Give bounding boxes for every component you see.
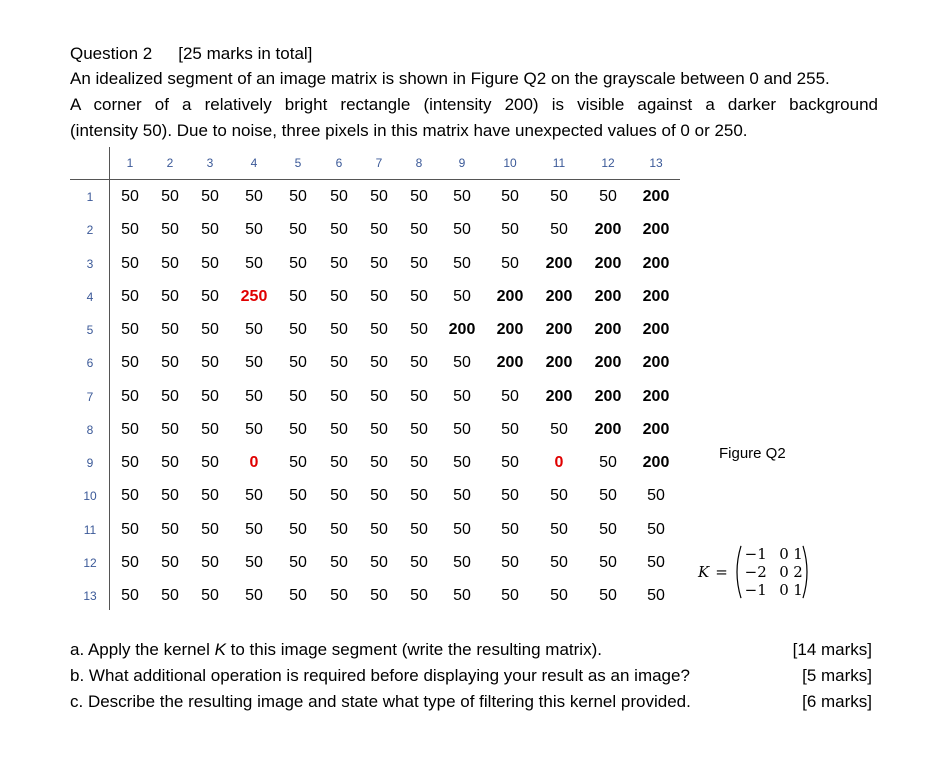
matrix-cell: 200 [496,321,524,338]
matrix-cell: 50 [289,354,307,372]
matrix-row-divider [109,147,110,610]
matrix-cell: 50 [599,553,617,571]
matrix-cell: 50 [410,254,428,272]
kernel-equals: = [715,563,728,581]
matrix-cell: 50 [289,520,307,538]
matrix-cell: 50 [161,587,179,604]
matrix-cell: 50 [550,520,568,538]
matrix-cell: 50 [330,420,348,438]
matrix-cell: 50 [245,553,263,571]
matrix-cell: 50 [330,354,348,372]
matrix-cell: 50 [370,487,388,505]
matrix-cell: 50 [289,587,307,604]
matrix-cell: 50 [330,553,348,571]
matrix-cell: 50 [599,587,617,604]
matrix-cell: 50 [453,587,471,604]
sub-question-a-text [70,640,602,660]
row-header: 10 [83,489,97,504]
row-header: 4 [86,289,94,304]
matrix-cell: 50 [245,254,263,272]
matrix-cell: 50 [121,553,139,571]
matrix-cell: 50 [410,354,428,372]
matrix-cell: 50 [289,321,307,338]
matrix-cell: 50 [330,587,348,604]
matrix-cell: 50 [370,420,388,438]
matrix-cell: 50 [245,354,263,372]
matrix-cell: 50 [370,520,388,538]
matrix-cell: 50 [121,387,139,405]
matrix-cell: 50 [289,454,307,471]
col-header: 8 [415,156,423,170]
kernel-name: K [698,563,710,581]
matrix-cell: 50 [161,420,179,438]
matrix-cell: 50 [201,587,219,604]
matrix-cell: 50 [245,487,263,505]
matrix-cell: 50 [330,254,348,272]
matrix-cell: 50 [330,454,348,471]
matrix-cell: 200 [594,321,622,338]
matrix-cell: 50 [370,221,388,239]
matrix-cell: 200 [642,321,670,338]
matrix-cell: 50 [453,254,471,272]
row-header: 8 [86,422,94,437]
matrix-cell: 50 [330,387,348,405]
matrix-cell: 50 [647,487,665,505]
matrix-cell: 50 [289,420,307,438]
matrix-cell: 50 [121,221,139,239]
matrix-cell: 200 [545,354,573,372]
matrix-cell: 50 [161,221,179,239]
matrix-cell: 200 [594,254,622,272]
matrix-cell: 50 [201,287,219,305]
kernel-value: −1 [744,545,767,563]
matrix-cell: 50 [121,420,139,438]
matrix-cell: 50 [501,454,519,471]
matrix-cell: 50 [201,354,219,372]
matrix-cell: 50 [330,520,348,538]
matrix-cell: 0 [249,454,259,471]
kernel-value: 0 [779,563,789,581]
matrix-cell: 50 [289,387,307,405]
matrix-cell: 50 [201,420,219,438]
matrix-cell: 50 [453,287,471,305]
matrix-cell: 50 [550,487,568,505]
matrix-cell: 200 [496,287,524,305]
matrix-cell: 50 [599,487,617,505]
matrix-cell: 50 [201,520,219,538]
col-header: 5 [294,156,302,170]
kernel-value: 2 [793,563,803,581]
matrix-cell: 50 [410,454,428,471]
col-header: 2 [166,156,174,170]
matrix-cell: 50 [501,587,519,604]
matrix-cell: 50 [121,487,139,505]
matrix-cell: 50 [121,188,139,205]
matrix-cell: 50 [453,188,471,205]
matrix-cell: 50 [245,420,263,438]
col-header: 7 [375,156,383,170]
matrix-cell: 50 [201,454,219,471]
kernel-values [741,545,803,599]
matrix-cell: 50 [501,221,519,239]
matrix-cell: 50 [161,287,179,305]
matrix-cell: 200 [496,354,524,372]
kernel-definition [698,540,812,604]
kernel-matrix [732,545,812,599]
question-text-line-3: (intensity 50). Due to noise, three pixels in this matrix have unexpected values of 0 or 250. [70,121,748,140]
matrix-cell: 50 [501,520,519,538]
row-header: 3 [86,256,94,271]
matrix-cell: 50 [599,188,617,205]
matrix-cell: 50 [370,354,388,372]
matrix-cell: 50 [245,221,263,239]
matrix-cell: 200 [594,387,622,405]
matrix-cell: 50 [330,321,348,338]
col-header: 9 [458,156,466,170]
question-title: Question 2 [70,44,153,63]
matrix-cell: 200 [642,354,670,372]
matrix-cell: 50 [121,520,139,538]
matrix-cell: 50 [453,553,471,571]
matrix-cell: 50 [330,221,348,239]
matrix-cell: 50 [550,188,568,205]
matrix-cell: 50 [410,420,428,438]
matrix-cell: 50 [370,254,388,272]
kernel-value: −2 [744,563,767,581]
matrix-cell: 50 [370,387,388,405]
matrix-cell: 50 [550,587,568,604]
matrix-cell: 200 [594,287,622,305]
matrix-cell: 50 [410,287,428,305]
matrix-cell: 0 [554,454,564,471]
matrix-cell: 50 [599,454,617,471]
row-header: 1 [86,190,94,204]
matrix-cell: 50 [245,387,263,405]
col-header: 13 [649,156,663,170]
matrix-cell: 50 [410,387,428,405]
matrix-cell: 50 [245,321,263,338]
matrix-cell: 50 [410,487,428,505]
matrix-cell: 50 [121,287,139,305]
matrix-cell: 50 [330,188,348,205]
kernel-value: 0 [779,545,789,563]
sub-questions [70,640,872,718]
matrix-cell: 50 [245,520,263,538]
sub-question-b-text: b. What additional operation is required before displaying your result as an image? [70,666,690,685]
col-header: 10 [503,156,517,170]
matrix-cell: 50 [410,587,428,604]
col-header: 1 [126,156,134,170]
matrix-cell: 50 [161,487,179,505]
sub-question-c-marks: [6 marks] [802,692,872,711]
col-header: 6 [335,156,343,170]
matrix-cell: 50 [201,254,219,272]
matrix-cell: 50 [201,487,219,505]
row-header: 2 [86,223,94,238]
matrix-cell: 50 [453,354,471,372]
matrix-cell: 50 [410,553,428,571]
kernel-value: 1 [793,545,803,563]
matrix-cell: 50 [161,321,179,338]
sub-question-a-kernel-name: K [214,640,226,659]
matrix-cell: 50 [370,287,388,305]
sub-question-a-marks: [14 marks] [792,640,872,659]
matrix-cell: 50 [289,221,307,239]
matrix-cell: 50 [201,553,219,571]
matrix-cell: 200 [545,387,573,405]
left-paren [732,545,742,599]
matrix-cell: 200 [594,420,622,438]
row-header: 11 [83,522,97,537]
matrix-cell: 50 [245,587,263,604]
matrix-cell: 50 [647,587,665,604]
matrix-cell: 250 [240,287,268,305]
matrix-cell: 50 [245,188,263,205]
matrix-cell: 50 [161,188,179,205]
matrix-header-divider [70,179,680,180]
kernel-value: −1 [744,581,767,599]
kernel-value: 1 [793,581,803,599]
matrix-cell: 50 [201,188,219,205]
matrix-cell: 50 [201,387,219,405]
matrix-cell: 50 [550,221,568,239]
matrix-cell: 50 [370,454,388,471]
matrix-cell: 50 [453,520,471,538]
matrix-cell: 200 [594,221,622,239]
sub-question-c [70,692,872,718]
matrix-cell: 200 [448,321,476,338]
matrix-cell: 50 [501,387,519,405]
right-paren [802,545,812,599]
matrix-cell: 50 [410,221,428,239]
matrix-cell: 50 [289,487,307,505]
matrix-cell: 50 [330,487,348,505]
row-header: 9 [86,456,94,470]
matrix-cell: 200 [594,354,622,372]
sub-question-a-prefix: a. Apply the kernel [70,640,215,659]
row-header: 5 [86,323,94,337]
row-header: 12 [83,555,97,570]
kernel-value: 0 [779,581,789,599]
matrix-cell: 50 [161,254,179,272]
sub-question-a-suffix: to this image segment (write the resulting matrix). [225,640,602,659]
matrix-cell: 50 [330,287,348,305]
matrix-cell: 50 [453,387,471,405]
matrix-cell: 200 [545,321,573,338]
matrix-cell: 50 [550,553,568,571]
row-header: 13 [83,589,97,603]
matrix-cell: 200 [642,420,670,438]
matrix-cell: 50 [121,321,139,338]
matrix-cell: 50 [161,520,179,538]
matrix-cell: 50 [121,454,139,471]
matrix-cell: 200 [642,221,670,239]
matrix-cell: 50 [410,520,428,538]
row-header: 7 [86,389,94,404]
matrix-cell: 50 [121,587,139,604]
question-text-line-1: An idealized segment of an image matrix is shown in Figure Q2 on the grayscale between 0 and 255. [70,69,830,88]
matrix-cell: 50 [161,454,179,471]
matrix-cell: 50 [201,221,219,239]
matrix-cell: 50 [370,587,388,604]
matrix-cell: 200 [545,287,573,305]
matrix-cell: 50 [121,254,139,272]
matrix-cell: 50 [501,487,519,505]
matrix-cell: 200 [642,188,670,205]
matrix-cell: 50 [453,487,471,505]
matrix-cell: 50 [453,454,471,471]
matrix-cell: 50 [647,553,665,571]
matrix-cell: 50 [550,420,568,438]
matrix-cell: 50 [161,387,179,405]
matrix-cell: 50 [501,254,519,272]
sub-question-a [70,640,872,666]
matrix-cell: 50 [453,221,471,239]
question-text-line-2: A corner of a relatively bright rectangle (intensity 200) is visible against a darker background [70,95,878,114]
matrix-cell: 50 [161,354,179,372]
matrix-cell: 50 [289,287,307,305]
matrix-cell: 50 [289,553,307,571]
row-header: 6 [86,356,94,371]
sub-question-b [70,666,872,692]
matrix-cell: 50 [410,188,428,205]
matrix-cell: 50 [201,321,219,338]
sub-question-c-text: c. Describe the resulting image and state what type of filtering this kernel provided. [70,692,691,711]
matrix-cell: 200 [642,287,670,305]
matrix-cell: 50 [370,188,388,205]
matrix-cell: 50 [161,553,179,571]
matrix-cell: 50 [647,520,665,538]
matrix-cell: 50 [410,321,428,338]
question-total-marks: [25 marks in total] [178,44,313,63]
matrix-cell: 200 [642,454,670,471]
matrix-cell: 50 [599,520,617,538]
matrix-cell: 50 [121,354,139,372]
matrix-cell: 50 [501,188,519,205]
matrix-cell: 50 [370,321,388,338]
col-header: 4 [250,156,258,170]
col-header: 3 [206,156,214,170]
matrix-cell: 200 [642,254,670,272]
matrix-cell: 50 [289,188,307,205]
matrix-cell: 50 [289,254,307,272]
matrix-cell: 200 [545,254,573,272]
col-header: 12 [601,156,615,170]
figure-label: Figure Q2 [719,445,786,462]
col-header: 11 [552,156,566,170]
matrix-cell: 50 [501,553,519,571]
sub-question-b-marks: [5 marks] [802,666,872,685]
matrix-cell: 200 [642,387,670,405]
matrix-cell: 50 [501,420,519,438]
matrix-cell: 50 [370,553,388,571]
matrix-cell: 50 [453,420,471,438]
